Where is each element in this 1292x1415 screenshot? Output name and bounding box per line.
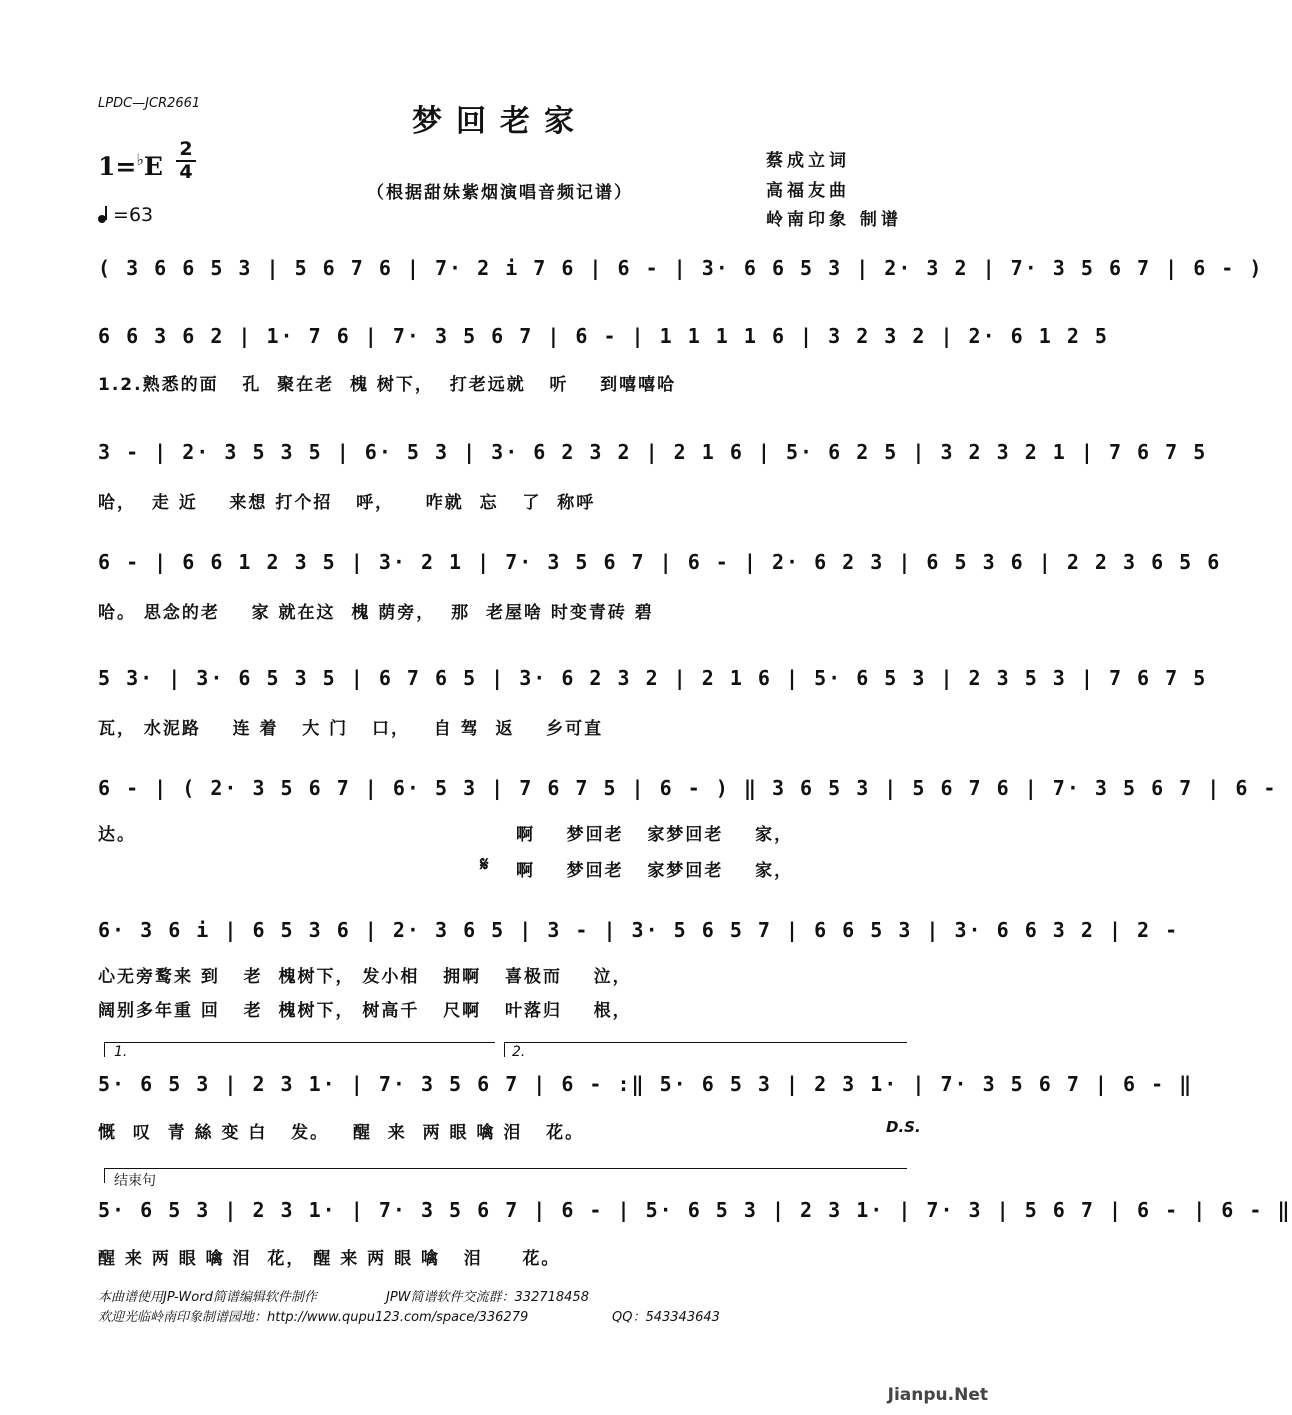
watermark-logo: Jianpu.Net — [887, 1385, 988, 1405]
lyric-line-7-verse2: 阔别多年重 回 老 槐树下， 树高千 尺啊 叶落归 根， — [98, 1001, 632, 1021]
lyric-line-2: 1.2.熟悉的面 孔 聚在老 槐 树下， 打老远就 听 到嘻嘻哈 — [98, 375, 677, 395]
footer-website: 欢迎光临岭南印象制谱园地：http://www.qupu123.com/space/336279 — [98, 1310, 529, 1325]
lyric-line-6: 达。 — [98, 825, 136, 845]
segno-icon: 𝄋 — [480, 852, 489, 876]
staff-row-4: 6 - | 6 6 1 2 3 5 | 3· 2 1 | 7· 3 5 6 7 | 6 - | 2· 6 2 3 | 6 5 3 6 | 2 2 3 6 5 6 — [98, 550, 1222, 574]
flat-icon: ♭ — [136, 150, 144, 169]
lyric-line-3: 哈， 走 近 来想 打个招 呼， 咋就 忘 了 称呼 — [98, 493, 596, 513]
lyric-chorus-verse2: 啊 梦回老 家梦回老 家， — [516, 861, 794, 881]
staff-row-7: 6· 3 6 i | 6 5 3 6 | 2· 3 6 5 | 3 - | 3· 5 6 5 7 | 6 6 5 3 | 3· 6 6 3 2 | 2 - — [98, 918, 1180, 942]
subtitle: （根据甜妹紫烟演唱音频记谱） — [367, 183, 633, 203]
lyric-line-8: 慨 叹 青 絲 变 白 发。 醒 来 两 眼 噙 泪 花。 — [98, 1123, 585, 1143]
arranger: 岭南印象 制谱 — [766, 210, 902, 230]
dal-segno-mark: D.S. — [886, 1118, 921, 1136]
lyric-line-5: 瓦， 水泥路 连 着 大 门 口， 自 驾 返 乡可直 — [98, 719, 604, 739]
staff-row-6: 6 - | ( 2· 3 5 6 7 | 6· 5 3 | 7 6 7 5 | 6 - ) ‖ 3 6 5 3 | 5 6 7 6 | 7· 3 5 6 7 | 6 - — [98, 776, 1278, 800]
lyric-line-coda: 醒 来 两 眼 噙 泪 花， 醒 来 两 眼 噙 泪 花。 — [98, 1249, 561, 1269]
staff-row-2: 6 6 3 6 2 | 1· 7 6 | 7· 3 5 6 7 | 6 - | 1 1 1 1 6 | 3 2 3 2 | 2· 6 1 2 5 — [98, 324, 1109, 348]
volta-bracket-1 — [104, 1042, 495, 1057]
staff-row-coda: 5· 6 5 3 | 2 3 1· | 7· 3 5 6 7 | 6 - | 5· 6 5 3 | 2 3 1· | 7· 3 | 5 6 7 | 6 - | 6 - ‖ — [98, 1198, 1292, 1222]
volta-bracket-2 — [504, 1042, 907, 1057]
volta-label-1: 1. — [114, 1044, 128, 1060]
quarter-note-icon — [98, 215, 106, 223]
staff-row-3: 3 - | 2· 3 5 3 5 | 6· 5 3 | 3· 6 2 3 2 | 2 1 6 | 5· 6 2 5 | 3 2 3 2 1 | 7 6 7 5 — [98, 440, 1208, 464]
footer-software: 本曲谱使用JP-Word简谱编辑软件制作 — [98, 1290, 317, 1305]
meter-bottom: 4 — [179, 161, 193, 183]
composer: 高福友曲 — [766, 181, 850, 201]
footer-group: JPW简谱软件交流群：332718458 — [386, 1290, 589, 1305]
key-prefix: 1= — [98, 152, 137, 181]
staff-row-8: 5· 6 5 3 | 2 3 1· | 7· 3 5 6 7 | 6 - :‖ 5· 6 5 3 | 2 3 1· | 7· 3 5 6 7 | 6 - ‖ — [98, 1072, 1194, 1096]
time-signature — [176, 140, 196, 182]
lyric-line-7-verse1: 心无旁鹜来 到 老 槐树下， 发小相 拥啊 喜极而 泣， — [98, 967, 632, 987]
staff-row-intro: ( 3 6 6 5 3 | 5 6 7 6 | 7· 2 i 7 6 | 6 - | 3· 6 6 5 3 | 2· 3 2 | 7· 3 5 6 7 | 6 - ) — [98, 256, 1264, 280]
lyricist: 蔡成立词 — [766, 151, 850, 171]
score-code: LPDC—JCR2661 — [98, 96, 201, 111]
tempo-mark — [98, 204, 153, 226]
lyric-chorus-verse1: 啊 梦回老 家梦回老 家， — [516, 825, 794, 845]
coda-bracket — [104, 1168, 907, 1183]
footer-qq: QQ：543343643 — [612, 1310, 720, 1325]
coda-label: 结束句 — [114, 1173, 156, 1189]
key-note: E — [143, 152, 163, 181]
volta-label-2: 2. — [512, 1044, 526, 1060]
staff-row-5: 5 3· | 3· 6 5 3 5 | 6 7 6 5 | 3· 6 2 3 2 | 2 1 6 | 5· 6 5 3 | 2 3 5 3 | 7 6 7 5 — [98, 666, 1208, 690]
key-signature — [98, 150, 163, 181]
tempo-value: =63 — [113, 204, 154, 226]
page-title: 梦回老家 — [412, 104, 588, 139]
lyric-line-4: 哈。 思念的老 家 就在这 槐 荫旁， 那 老屋啥 时变青砖 碧 — [98, 603, 654, 623]
meter-top: 2 — [179, 138, 193, 160]
